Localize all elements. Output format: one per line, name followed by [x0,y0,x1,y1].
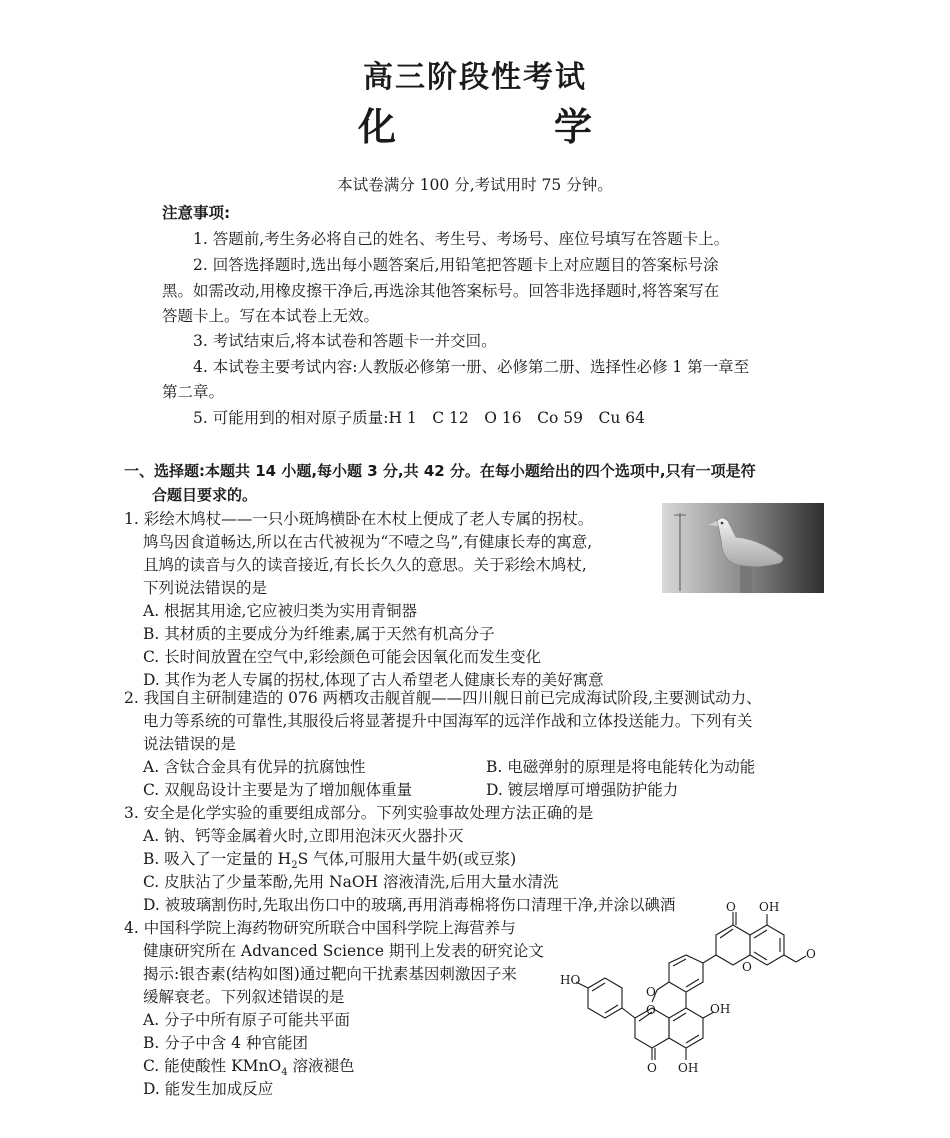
q4-stem: 缓解衰老。下列叙述错误的是 [143,988,345,1006]
carbonyl2-o-label: O [647,1061,657,1075]
q3-stem: 3. 安全是化学实验的重要组成部分。下列实验事故处理方法正确的是 [124,804,594,822]
q2-stem: 说法错误的是 [143,735,237,753]
q4-option-c: C. 能使酸性 KMnO$_4$ 溶液褪色 [143,1057,355,1079]
q2-stem: 电力等系统的可靠性,其服役后将显著提升中国海军的远洋作战和立体投送能力。下列有关 [143,712,753,730]
q1-option-d: D. 其作为老人专属的拐杖,体现了古人希望老人健康长寿的美好寓意 [143,671,604,689]
notice-line: 3. 考试结束后,将本试卷和答题卡一并交回。 [193,332,497,350]
q4-stem: 健康研究所在 Advanced Science 期刊上发表的研究论文 [143,942,544,960]
oh-label: OH [678,1061,699,1075]
q1-stem: 1. 彩绘木鸠杖——一只小斑鸠横卧在木杖上便成了老人专属的拐杖。 [124,510,594,528]
notice-line: 4. 本试卷主要考试内容:人教版必修第一册、必修第二册、选择性必修 1 第一章至 [193,358,750,376]
q1-option-a: A. 根据其用途,它应被归类为实用青铜器 [143,602,417,620]
exam-info: 本试卷满分 100 分,考试用时 75 分钟。 [337,176,613,194]
q4-option-b: B. 分子中含 4 种官能团 [143,1034,308,1052]
notice-line: 1. 答题前,考生务必将自己的姓名、考生号、考场号、座位号填写在答题卡上。 [193,230,730,248]
q2-option-d: D. 镀层增厚可增强防护能力 [486,781,679,799]
q1-stem: 下列说法错误的是 [143,579,268,597]
ho-label: HO [560,973,581,987]
ginkgetin-structure [560,900,830,1090]
notice-heading: 注意事项: [162,204,231,222]
q3-option-d: D. 被玻璃割伤时,先取出伤口中的玻璃,再用消毒棉将伤口清理干净,并涂以碘酒 [143,896,676,914]
notice-line: 5. 可能用到的相对原子质量:H 1 C 12 O 16 Co 59 Cu 64 [193,409,645,427]
notice-line: 答题卡上。写在本试卷上无效。 [162,307,380,325]
q4-stem: 4. 中国科学院上海药物研究所联合中国科学院上海营养与 [124,919,516,937]
section-heading-cont: 合题目要求的。 [152,486,258,504]
oh-label: OH [759,900,780,914]
oh-label: OH [710,1002,731,1016]
notice-line: 黑。如需改动,用橡皮擦干净后,再选涂其他答案标号。回答非选择题时,将答案写在 [162,282,720,300]
q3-option-c: C. 皮肤沾了少量苯酚,先用 NaOH 溶液清洗,后用大量水清洗 [143,873,559,891]
q3-option-b: B. 吸入了一定量的 $H_2S$ 气体,可服用大量牛奶(或豆浆) [143,850,517,872]
q1-stem: 且鸠的读音与久的读音接近,有长长久久的意思。关于彩绘木鸠杖, [143,556,587,574]
notice-line: 第二章。 [162,383,225,401]
q3-option-a: A. 钠、钙等金属着火时,立即用泡沫灭火器扑灭 [143,827,464,845]
dove-staff-photo [662,503,824,593]
q1-option-b: B. 其材质的主要成分为纤维素,属于天然有机高分子 [143,625,495,643]
ring2-o-label: O [646,1003,656,1017]
ring-o-label: O [742,960,752,974]
q1-option-c: C. 长时间放置在空气中,彩绘颜色可能会因氧化而发生变化 [143,648,542,666]
q2-stem: 2. 我国自主研制建造的 076 两栖攻击舰首舰——四川舰日前已完成海试阶段,主要测试动力、 [124,689,762,707]
exam-title: 高三阶段性考试 [363,60,587,95]
q4-option-a: A. 分子中所有原子可能共平面 [143,1011,351,1029]
q2-option-b: B. 电磁弹射的原理是将电能转化为动能 [486,758,756,776]
subject-title: 化 学 [357,105,652,149]
q4-option-d: D. 能发生加成反应 [143,1080,274,1098]
section-heading: 一、选择题:本题共 14 小题,每小题 3 分,共 42 分。在每小题给出的四个选项中,只有一项是符 [124,462,756,480]
notice-line: 2. 回答选择题时,选出每小题答案后,用铅笔把答题卡上对应题目的答案标号涂 [193,256,719,274]
q1-stem: 鸠鸟因食道畅达,所以在古代被视为“不噎之鸟”,有健康长寿的寓意, [143,533,593,551]
ome2-o-label: O [646,985,656,999]
q2-option-c: C. 双舰岛设计主要是为了增加舰体重量 [143,781,413,799]
carbonyl-o-label: O [726,900,736,914]
q4-stem: 揭示:银杏素(结构如图)通过靶向干扰素基因刺激因子来 [143,965,517,983]
q2-option-a: A. 含钛合金具有优异的抗腐蚀性 [143,758,366,776]
ome-o-label: O [806,947,816,961]
